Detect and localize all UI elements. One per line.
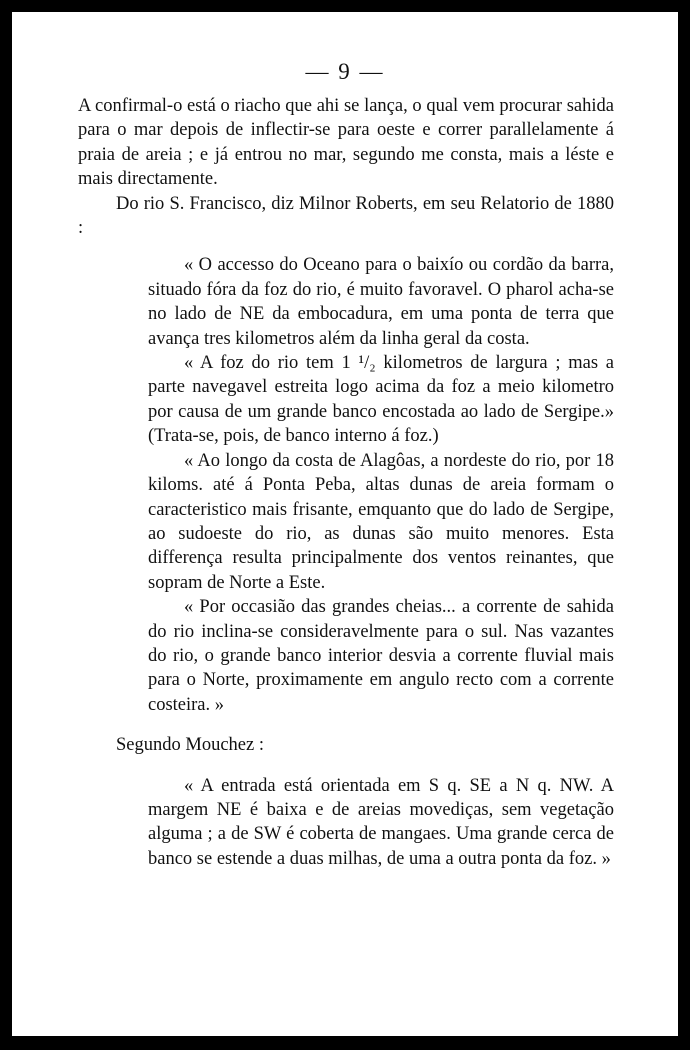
quote-foz: « A foz do rio tem 1 ¹/₂ kilometros de largura ; mas a parte navegavel estreita logo acima da foz a meio kilometro por causa de um grande banco encostada ao lado de Sergipe.» (Trata-se, pois, de banco interno á foz.) bbox=[148, 353, 614, 447]
spacer bbox=[78, 717, 614, 733]
paragraph-mouchez: Segundo Mouchez : bbox=[116, 735, 264, 756]
book-page bbox=[12, 12, 678, 1036]
spacer bbox=[78, 240, 614, 253]
quote-cheias: « Por occasião das grandes cheias... a corrente de sahida do rio inclina-se consideravelmente para o sul. Nas vazantes do rio, o grande banco interior desvia a corrente fluvial mais para o Norte, proximamente em angulo recto com a corrente costeira. » bbox=[148, 597, 614, 715]
quote-entrada: « A entrada está orientada em S q. SE a N q. NW. A margem NE é baixa e de areias movediças, sem vegetação alguma ; a de SW é coberta de mangaes. Uma grande cerca de banco se estende a duas milhas, de uma a outra ponta da foz. » bbox=[148, 775, 614, 869]
mouchez-quotation bbox=[148, 774, 614, 872]
quote-accesso: « O accesso do Oceano para o baixío ou cordão da barra, situado fóra da foz do rio, é muito favoravel. O pharol acha-se no lado de NE da embocadura, em uma ponta de terra que avança tres kilometros além da linha geral da costa. bbox=[148, 255, 614, 349]
paragraph-milnor-roberts: Do rio S. Francisco, diz Milnor Roberts, em seu Relatorio de 1880 : bbox=[78, 193, 614, 239]
page-number: — 9 — bbox=[305, 59, 385, 84]
spacer bbox=[78, 758, 614, 774]
roberts-quotation bbox=[148, 253, 614, 717]
quote-alagoas: « Ao longo da costa de Alagôas, a nordeste do rio, por 18 kiloms. até á Ponta Peba, altas dunas de areia formam o caracteristico mais frisante, emquanto que do lado de Sergipe, ao sudoeste do rio, as dunas são muito menores. Esta differença resulta principalmente dos ventos reinantes, que sopram de Norte a Este. bbox=[148, 450, 614, 593]
body-text bbox=[78, 94, 614, 871]
paragraph-riacho: A confirmal-o está o riacho que ahi se lança, o qual vem procurar sahida para o mar depois de inflectir-se para oeste e correr parallelamente á praia de areia ; e já entrou no mar, segundo me consta, mais a léste e mais directamente. bbox=[78, 96, 614, 190]
